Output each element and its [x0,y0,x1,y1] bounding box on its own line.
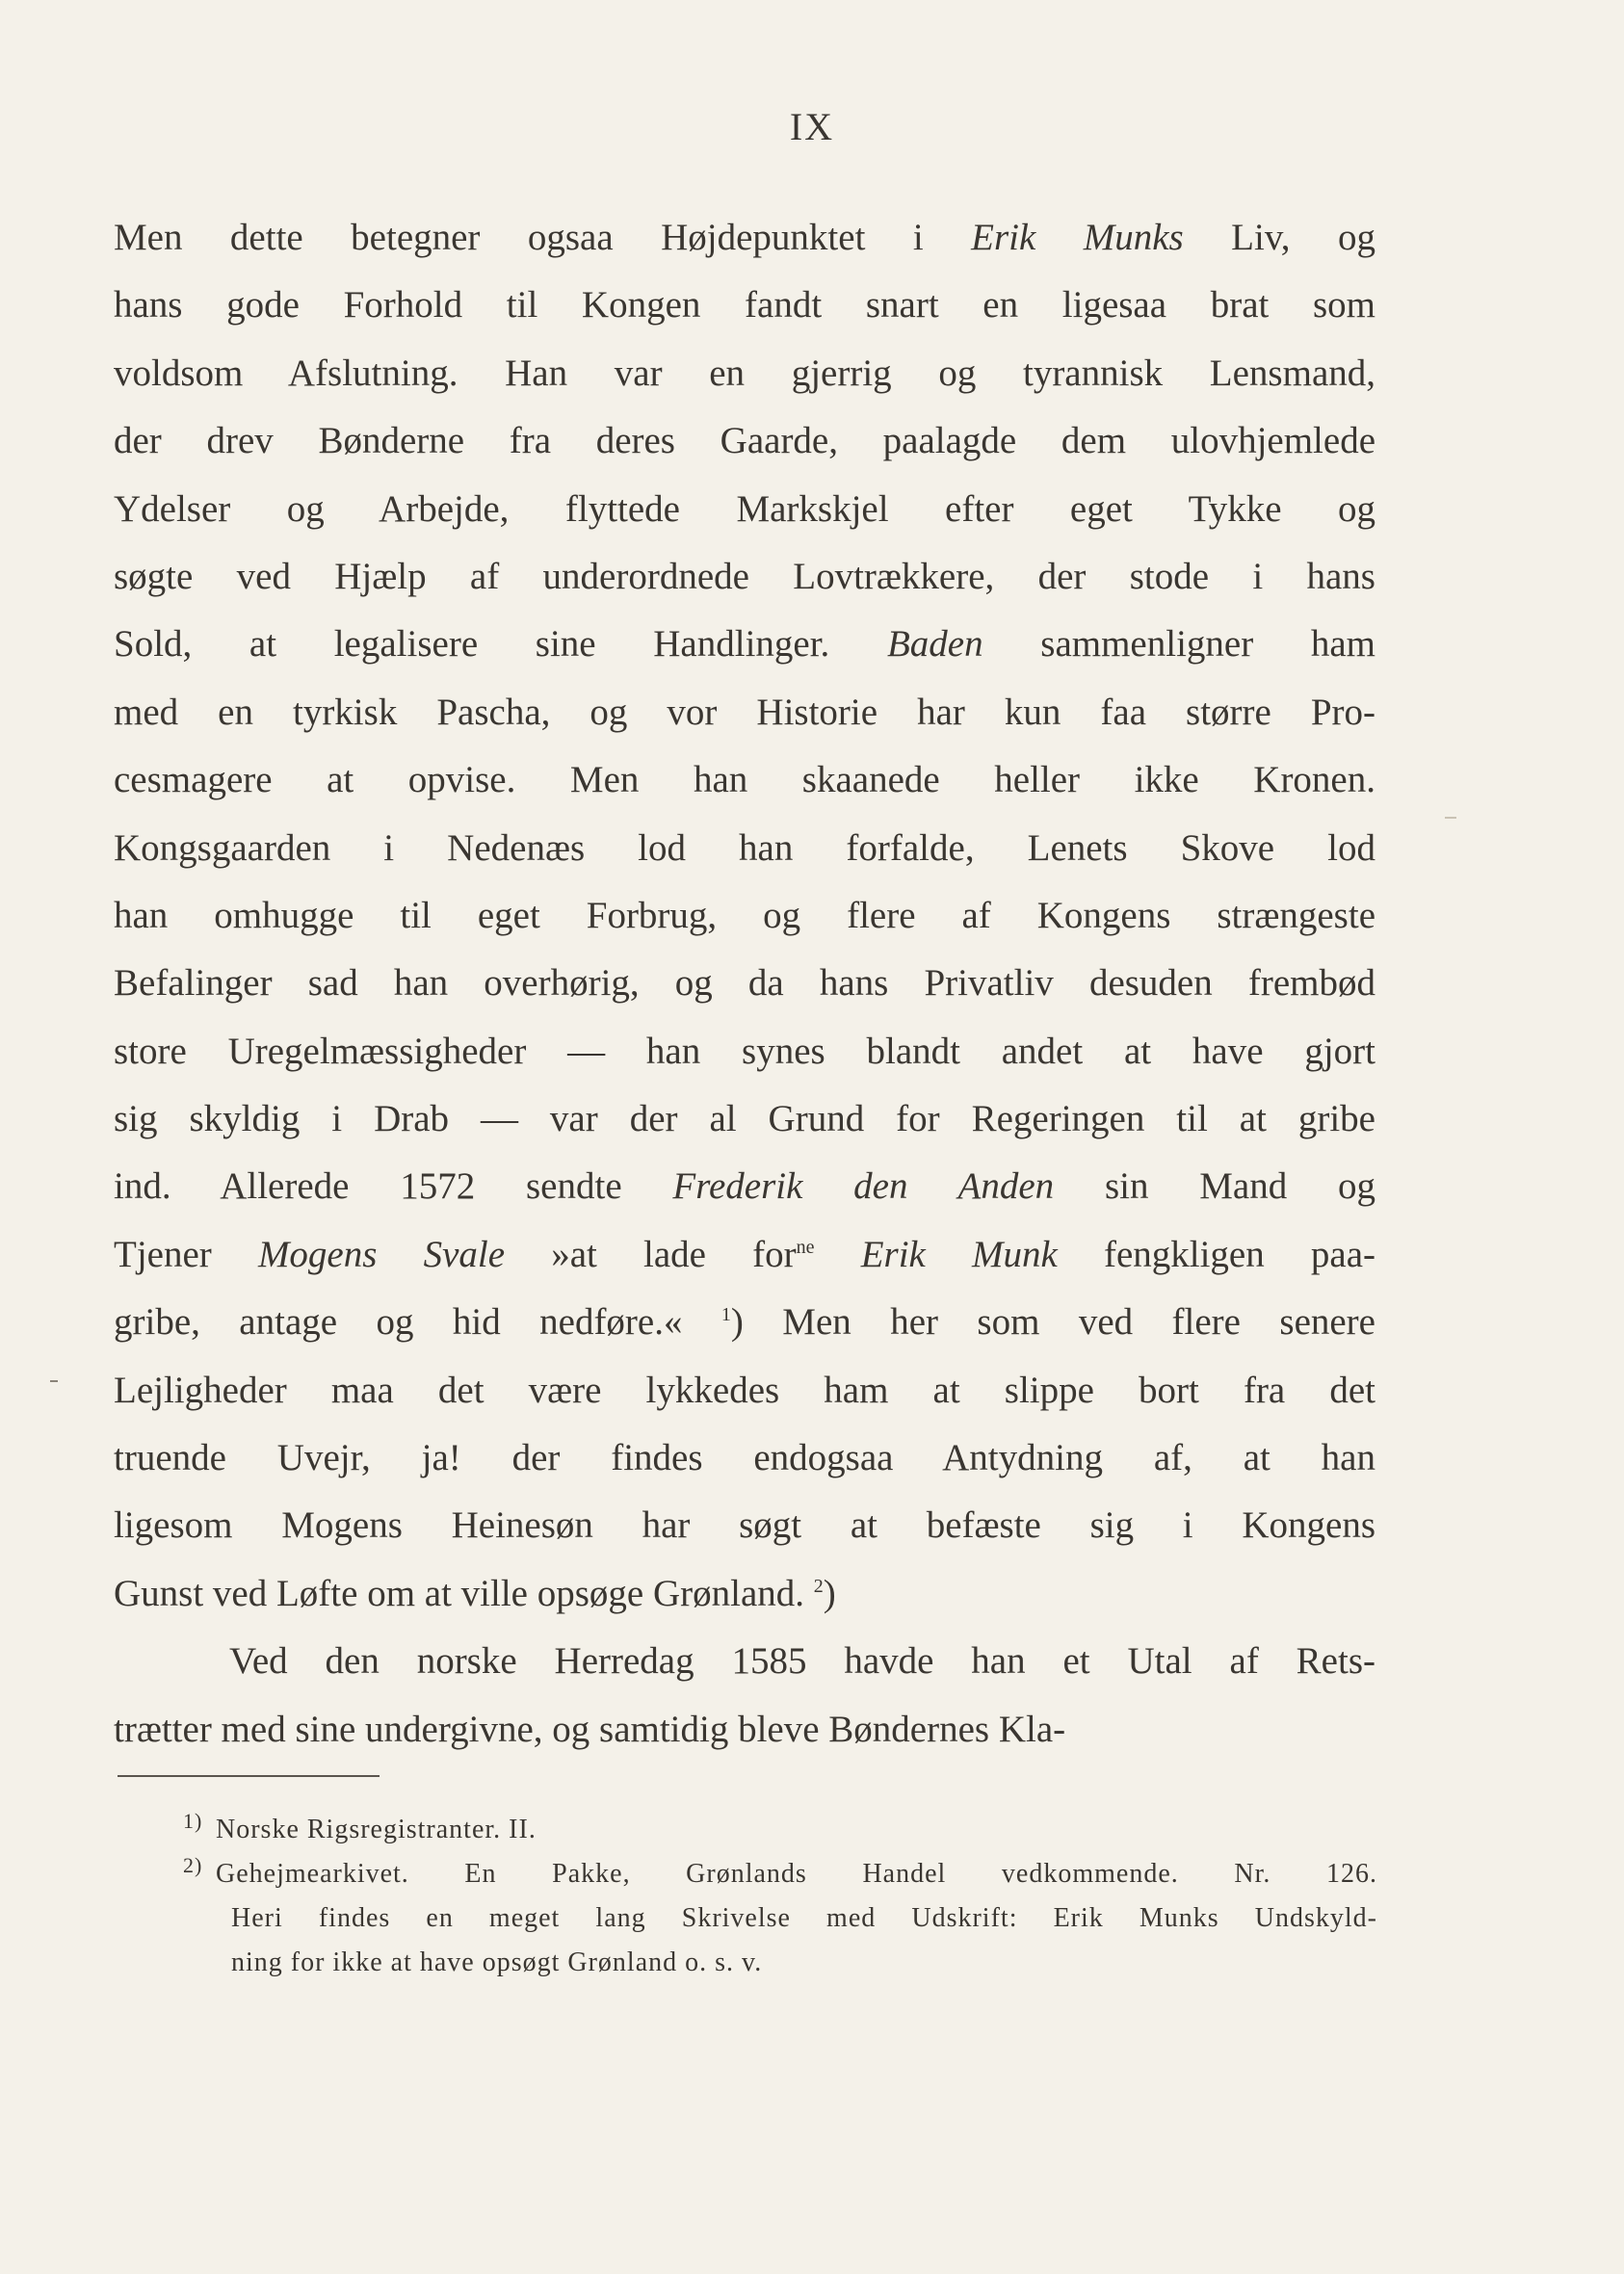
text-segment: ) [823,1572,836,1614]
text-segment: Sold, at legalisere sine Handlinger. [114,623,887,666]
italic-name: Erik Munk [860,1233,1058,1275]
text-segment: Liv, og [1183,217,1375,258]
text-line [114,1289,1375,1356]
text-line [114,679,1375,746]
footnote-line: 1) Norske Rigsregistranter. II. [183,1808,537,1844]
text-line [114,1492,1375,1559]
text-segment: han omhugge til eget Forbrug, og flere af Kongens strængeste [114,894,1375,936]
text-segment: Men dette betegner ogsaa Højdepunktet i [114,217,972,258]
footnote-line: 2) Gehejmearkivet. En Pakke, Grønlands Handel vedkommende. Nr. 126. [183,1852,1377,1889]
text-line [114,272,1375,339]
margin-mark [1445,817,1456,819]
main-text [114,204,1375,1764]
text-line [114,611,1375,678]
text-segment: voldsom Afslutning. Han var en gjerrig og tyrannisk Lensmand, [114,352,1375,394]
text-segment: med en tyrkisk Pascha, og vor Historie har kun faa større Pro- [114,691,1375,733]
text-segment: ligesom Mogens Heinesøn har søgt at befæste sig i Kongens [114,1504,1375,1547]
text-segment: der drev Bønderne fra deres Gaarde, paalagde dem ulovhjemlede [114,420,1375,462]
italic-name: Mogens Svale [257,1233,506,1275]
text-line [114,1696,1375,1764]
text-line [114,950,1375,1017]
text-segment [815,1234,861,1275]
text-line [114,1560,1375,1628]
text-segment: cesmagere at opvise. Men han skaanede heller ikke Kronen. [114,759,1375,801]
text-line [114,1357,1375,1425]
italic-name: Frederik den Anden [672,1165,1055,1208]
text-segment: Kongsgaarden i Nedenæs lod han forfalde, Lenets Skove lod [114,826,1375,869]
text-line [114,1153,1375,1220]
text-line [114,882,1375,950]
footnote-line [183,1896,1377,1941]
superscript: 2 [813,1575,824,1597]
text-segment: Ved den norske Herredag 1585 havde han et Utal af Rets- [229,1640,1375,1683]
page-number: IX [789,105,835,148]
footnote-text: ning for ikke at have opsøgt Grønland o. s. v. [231,1947,763,1977]
text-segment: Lejligheder maa det være lykkedes ham at slippe bort fra det [114,1369,1375,1411]
text-segment: fengkligen paa- [1057,1233,1376,1275]
superscript: 1 [720,1304,731,1326]
footnote-text: Norske Rigsregistranter. II. [216,1815,537,1844]
text-segment: Befalinger sad han overhørig, og da hans Privatliv desuden frembød [114,962,1375,1005]
text-line [114,815,1375,882]
footnote-text: Heri findes en meget lang Skrivelse med Udskrift: Erik Munks Undskyld- [231,1903,1377,1933]
text-line [114,1221,1375,1289]
text-line [114,1018,1375,1085]
text-segment: Tjener [114,1233,258,1275]
text-segment: store Uregelmæssigheder — han synes blandt andet at have gjort [114,1030,1375,1072]
footnote-text: Gehejmearkivet. En Pakke, Grønlands Handel vedkommende. Nr. 126. [216,1859,1377,1889]
text-segment: søgte ved Hjælp af underordnede Lovtrækkere, der stode i hans [114,555,1375,597]
italic-name: Erik Munks [971,217,1184,258]
footnotes [183,1808,1377,1985]
text-segment: truende Uvejr, ja! der findes endogsaa Antydning af, at han [114,1437,1375,1479]
text-line [114,1085,1375,1153]
text-segment: hans gode Forhold til Kongen fandt snart en ligesaa brat som [114,284,1375,327]
text-segment: Ydelser og Arbejde, flyttede Markskjel efter eget Tykke og [114,487,1375,530]
text-line [114,1628,1375,1695]
text-line [114,746,1375,814]
text-line [114,1425,1375,1492]
text-line [114,340,1375,407]
text-line [114,543,1375,611]
superscript: ne [796,1236,815,1258]
text-segment: »at lade for [505,1233,797,1275]
text-segment: sig skyldig i Drab — var der al Grund for Regeringen til at gribe [114,1098,1375,1140]
text-line [114,204,1375,272]
text-segment: trætter med sine undergivne, og samtidig bleve Bøndernes Kla- [114,1708,1066,1750]
text-segment: ) Men her som ved flere senere [730,1301,1375,1344]
text-line [114,407,1375,475]
italic-name: Baden [886,623,983,666]
footnote-divider [118,1775,380,1777]
text-segment: Gunst ved Løfte om at ville opsøge Grønland. [114,1572,814,1614]
margin-mark [50,1380,58,1382]
text-segment: sammenligner ham [982,623,1375,666]
text-segment: ind. Allerede 1572 sendte [114,1165,673,1208]
text-segment: sin Mand og [1054,1165,1376,1208]
text-line [114,476,1375,543]
footnote-line [183,1941,1377,1985]
text-segment: gribe, antage og hid nedføre.« [114,1301,721,1344]
